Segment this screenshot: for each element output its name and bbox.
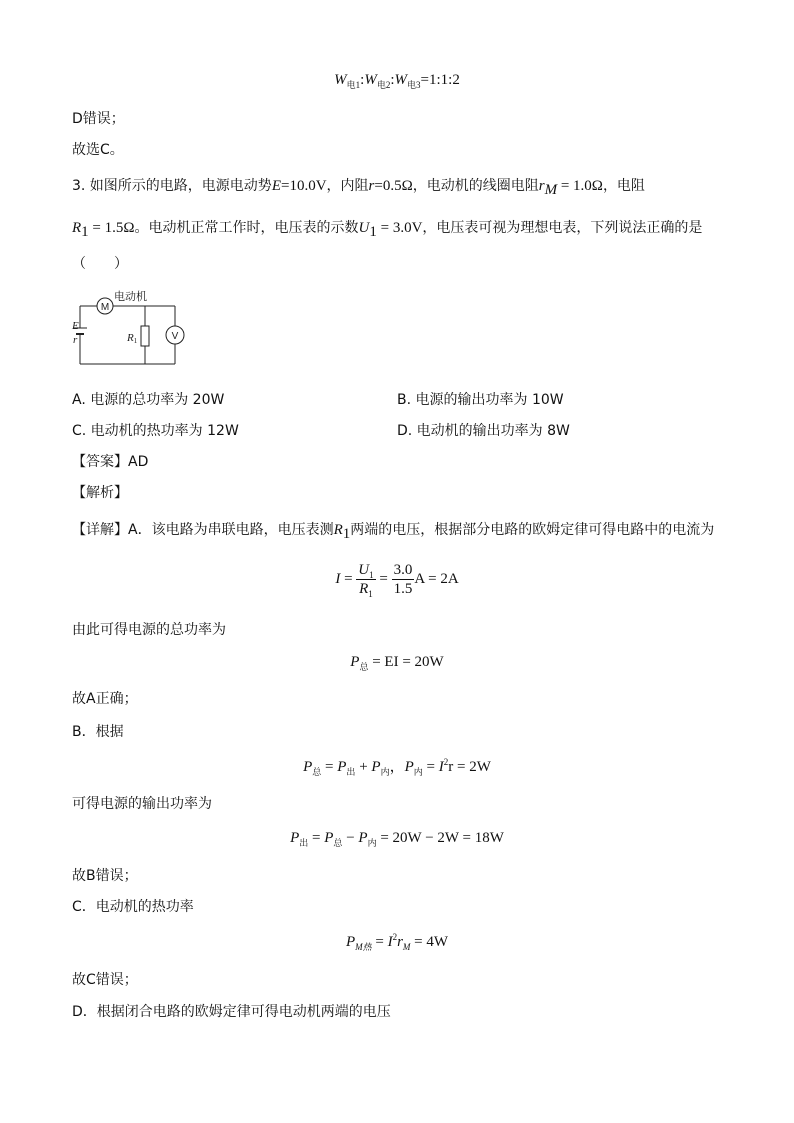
option-a: A. 电源的总功率为 20W: [72, 392, 225, 408]
d-label-text: D．根据闭合电路的欧姆定律可得电动机两端的电压: [72, 1004, 391, 1020]
output-power-text: 可得电源的输出功率为: [72, 796, 212, 812]
equation-work-ratio: $W_{电1}:W_{电2}:W_{电3}=1:1:2$: [334, 72, 460, 90]
equation-motor-heat: $P_{M热} = I^2r_M = 4W$: [345, 932, 449, 952]
fraction-values: $\frac{3.0}{1.5}$: [393, 562, 413, 598]
voltmeter-symbol: V: [171, 331, 179, 342]
fraction-u-over-r: $\frac{U_1}{R_1}$: [358, 562, 374, 600]
equation-power-balance: $P_总 = P_出 + P_内$，$P_内 = I^2r = 2W$: [303, 757, 491, 777]
answer-label: 【答案】AD: [72, 454, 149, 470]
answer-parentheses: （ ）: [72, 256, 128, 272]
equation-output-power: $P_出 = P_总 - P_内 = 20W - 2W = 18W$: [290, 830, 504, 848]
b-wrong-text: 故B错误；: [72, 868, 138, 884]
analysis-label: 【解析】: [72, 485, 128, 501]
c-wrong-text: 故C错误；: [72, 972, 138, 988]
option-d: D. 电动机的输出功率为 8W: [397, 423, 570, 439]
equation-total-power: $P_总$ = EI = 20W: [350, 654, 444, 672]
question-3-line-1: 3. 如图所示的电路，电源电动势E=10.0V，内阻r=0.5Ω，电动机的线圈电阻$r_M = 1.0\Omega$，电阻: [72, 178, 645, 198]
choose-c-text: 故选C。: [72, 142, 124, 158]
b-label-text: B．根据: [72, 724, 124, 740]
total-power-text: 由此可得电源的总功率为: [72, 622, 226, 638]
option-c: C. 电动机的热功率为 12W: [72, 423, 239, 439]
resistor-label: R1: [127, 332, 138, 345]
question-3-line-2: $R_1 = 1.5\Omega$。电动机正常工作时，电压表的示数$U_1 = 3.0V$，电压表可视为理想电表，下列说法正确的是: [72, 220, 703, 240]
internal-resistance-label: r: [73, 334, 78, 346]
option-b: B. 电源的输出功率为 10W: [397, 392, 564, 408]
resistor-icon: [141, 326, 149, 346]
d-wrong-text: D错误；: [72, 111, 125, 127]
circuit-diagram: [70, 288, 190, 368]
a-correct-text: 故A正确；: [72, 691, 138, 707]
c-label-text: C．电动机的热功率: [72, 899, 194, 915]
equation-current: I = $\frac{U_1}{R_1}$ = $\frac{3.0}{1.5}$ A = 2A: [335, 562, 459, 600]
emf-label: E: [72, 320, 79, 332]
detail-a-text: 【详解】A．该电路为串联电路，电压表测$R_1$两端的电压，根据部分电路的欧姆定律可得电路中的电流为: [72, 522, 715, 542]
motor-symbol: M: [100, 302, 110, 313]
motor-label: 电动机: [114, 290, 147, 303]
